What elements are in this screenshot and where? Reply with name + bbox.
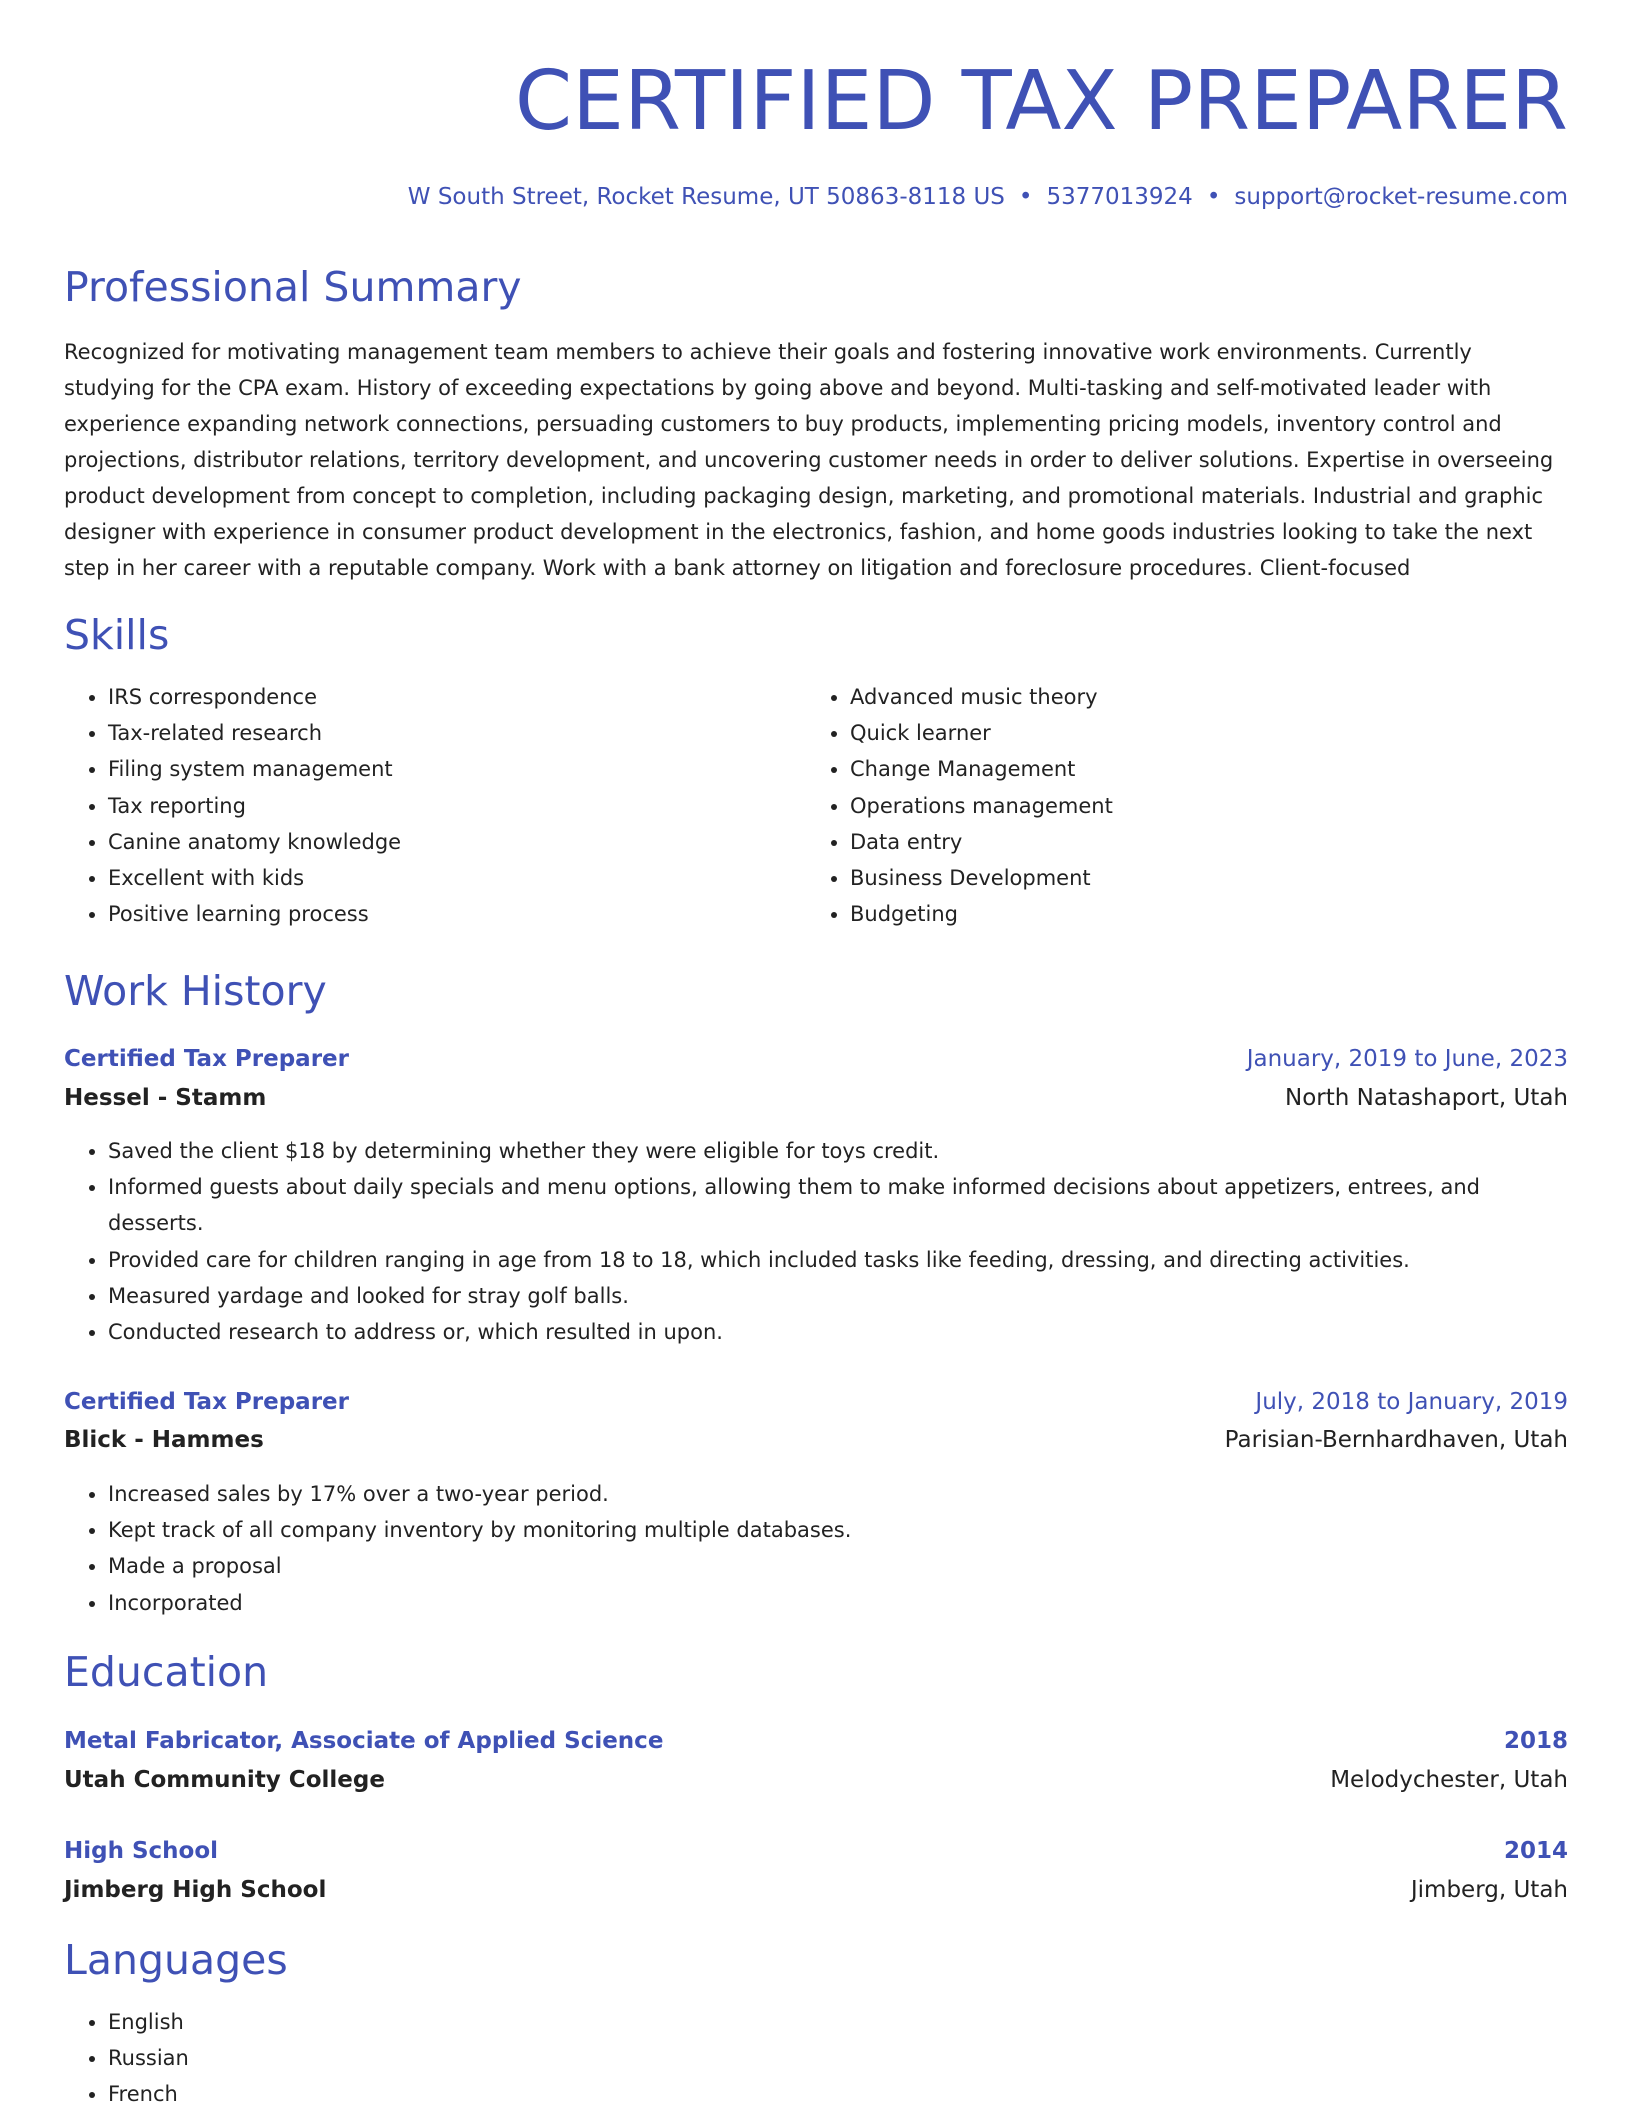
languages-list xyxy=(64,2004,708,2113)
skill-item: • Quick learner xyxy=(850,715,1550,751)
skill-item: • Positive learning process xyxy=(108,896,768,932)
summary-heading: Professional Summary xyxy=(64,263,522,311)
job-location: North Natashaport, Utah xyxy=(1285,1085,1568,1111)
education-location: Jimberg, Utah xyxy=(1410,1877,1568,1903)
summary-text: Recognized for motivating management team members to achieve their goals and fostering innovative work environments. Currently studying for the CPA exam. History of exceeding expectations by going above and beyond. Multi-tasking and self-motivated leader with experience expanding network connections, persuading customers to buy products, implementing pricing models, inventory control and projections, distributor relations, territory development, and uncovering customer needs in order to deliver solutions. Expertise in overseeing product development from concept to completion, including packaging design, marketing, and promotional materials. Industrial and graphic designer with experience in consumer product development in the electronics, fashion, and home goods industries looking to take the next step in her career with a reputable company. Work with a bank attorney on litigation and foreclosure procedures. Client-focused xyxy=(64,340,1554,580)
skill-item: • Tax-related research xyxy=(108,715,768,751)
job-bullet: • Incorporated xyxy=(108,1585,1568,1621)
languages-heading: Languages xyxy=(64,1936,288,1984)
education-header xyxy=(64,1723,1568,1759)
job-bullet: • Saved the client $18 by determining whether they were eligible for toys credit. xyxy=(108,1133,1568,1169)
education-degree: High School xyxy=(64,1838,219,1864)
job-bullets xyxy=(64,1476,1568,1621)
skill-item: • Filing system management xyxy=(108,751,768,787)
job-bullet: • Kept track of all company inventory by monitoring multiple databases. xyxy=(108,1512,1568,1548)
contact-separator: • xyxy=(1018,184,1033,210)
language-item: • English xyxy=(108,2004,708,2040)
contact-address: W South Street, Rocket Resume, UT 50863-8118 US xyxy=(407,184,1005,210)
job-bullet: • Increased sales by 17% over a two-year period. xyxy=(108,1476,1568,1512)
education-location: Melodychester, Utah xyxy=(1330,1767,1568,1793)
work-heading: Work History xyxy=(64,967,327,1015)
skill-item: • Business Development xyxy=(850,860,1550,896)
job-subheader xyxy=(64,1080,1568,1116)
skill-item: • Canine anatomy knowledge xyxy=(108,824,768,860)
job-company: Blick - Hammes xyxy=(64,1427,264,1453)
contact-phone: 5377013924 xyxy=(1046,184,1193,210)
contact-email[interactable]: support@rocket-resume.com xyxy=(1234,184,1568,210)
skill-item: • Change Management xyxy=(850,751,1550,787)
skill-item: • IRS correspondence xyxy=(108,679,768,715)
job-bullet: • Provided care for children ranging in age from 18 to 18, which included tasks like feeding, dressing, and directing activities. xyxy=(108,1242,1568,1278)
job-bullet: • Measured yardage and looked for stray golf balls. xyxy=(108,1278,1568,1314)
education-subheader xyxy=(64,1872,1568,1908)
contact-separator: • xyxy=(1206,184,1221,210)
job-subheader xyxy=(64,1422,1568,1458)
education-school: Utah Community College xyxy=(64,1767,385,1793)
skill-item: • Budgeting xyxy=(850,896,1550,932)
job-location: Parisian-Bernhardhaven, Utah xyxy=(1224,1427,1568,1453)
language-item: • French xyxy=(108,2076,708,2112)
job-bullets xyxy=(64,1133,1568,1350)
education-degree: Metal Fabricator, Associate of Applied Science xyxy=(64,1728,664,1754)
job-dates: January, 2019 to June, 2023 xyxy=(1246,1046,1568,1072)
skill-item: • Data entry xyxy=(850,824,1550,860)
language-item: • Russian xyxy=(108,2040,708,2076)
skills-list-left xyxy=(64,679,768,932)
education-heading: Education xyxy=(64,1648,269,1696)
job-title: Certified Tax Preparer xyxy=(64,1046,349,1072)
education-year: 2018 xyxy=(1503,1728,1568,1754)
job-bullet: • Made a proposal xyxy=(108,1548,1568,1584)
resume-title: CERTIFIED TAX PREPARER xyxy=(514,54,1568,149)
education-school: Jimberg High School xyxy=(64,1877,327,1903)
job-header xyxy=(64,1041,1568,1077)
contact-line xyxy=(408,182,1568,212)
skills-heading: Skills xyxy=(64,611,170,659)
education-header xyxy=(64,1833,1568,1869)
skills-list-right xyxy=(806,679,1550,932)
skill-item: • Advanced music theory xyxy=(850,679,1550,715)
skill-item: • Operations management xyxy=(850,788,1550,824)
job-bullet: • Informed guests about daily specials and menu options, allowing them to make informed decisions about appetizers, entrees, and desserts. xyxy=(108,1169,1568,1241)
job-bullet: • Conducted research to address or, which resulted in upon. xyxy=(108,1314,1568,1350)
education-year: 2014 xyxy=(1503,1838,1568,1864)
job-company: Hessel - Stamm xyxy=(64,1085,267,1111)
job-title: Certified Tax Preparer xyxy=(64,1389,349,1415)
skill-item: • Excellent with kids xyxy=(108,860,768,896)
job-dates: July, 2018 to January, 2019 xyxy=(1255,1389,1568,1415)
job-header xyxy=(64,1384,1568,1420)
skill-item: • Tax reporting xyxy=(108,788,768,824)
education-subheader xyxy=(64,1762,1568,1798)
